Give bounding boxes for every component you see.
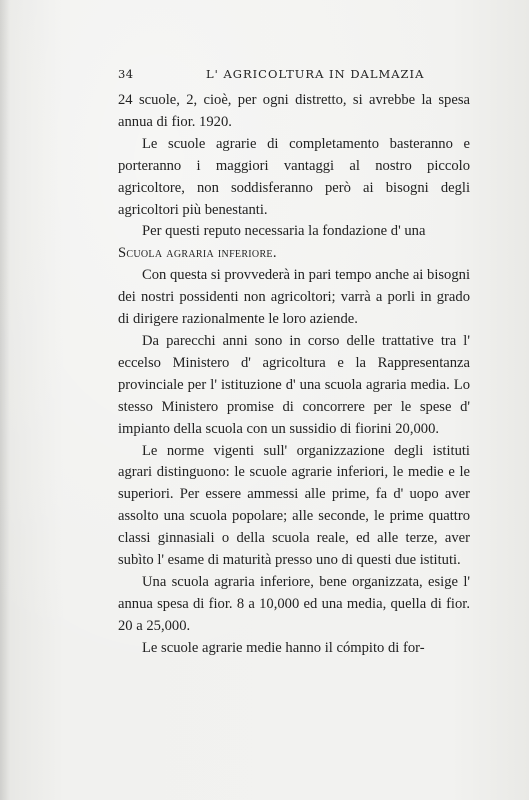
paragraph: Con questa si provvederà in pari tempo anche ai bisogni dei nostri possidenti non agricoltori; varrà a porli in grado di dirigere razionalmente le loro aziende. [118, 267, 470, 328]
paragraph-continuation: 24 scuole, 2, cioè, per ogni distretto, si avrebbe la spesa annua di fior. 1920. [118, 92, 470, 130]
school-heading-inline: Scuola agraria inferiore. [118, 245, 277, 262]
page-number: 34 [118, 67, 134, 81]
paragraph: Da parecchi anni sono in corso delle trattative tra l' eccelso Ministero d' agricoltura e la Rappresentanza provinciale per l' istituzione d' una scuola agraria media. Lo stesso Ministero promise di concorrere per le spese d' impianto della scuola con un sussidio di fiorini 20,000. [118, 332, 470, 437]
running-head [118, 67, 468, 85]
paragraph: Le norme vigenti sull' organizzazione degli istituti agrari distinguono: le scuole agrarie inferiori, le medie e le superiori. Per essere ammessi alle prime, fa d' uopo aver assolto una scuola popolare; alle seconde, le prime quattro classi ginnasiali o della scuola reale, ed alle terze, aver subìto l' esame di maturità presso uno di questi due istituti. [118, 442, 470, 569]
gutter-shadow [0, 0, 10, 800]
paragraph: Le scuole agrarie di completamento basteranno e porteranno i maggiori vantaggi al nostro piccolo agricoltore, non soddisferanno però ai bisogni degli agricoltori più benestanti. [118, 135, 470, 218]
running-title: L' AGRICOLTURA IN DALMAZIA [206, 67, 425, 81]
paragraph-truncated: Le scuole agrarie medie hanno il cómpito di for- [142, 639, 425, 656]
paragraph: Per questi reputo necessaria la fondazione d' una [142, 223, 426, 240]
body-text [118, 90, 470, 660]
paragraph: Una scuola agraria inferiore, bene organizzata, esige l' annua spesa di fior. 8 a 10,000 ed una media, quella di fior. 20 a 25,000. [118, 573, 470, 634]
